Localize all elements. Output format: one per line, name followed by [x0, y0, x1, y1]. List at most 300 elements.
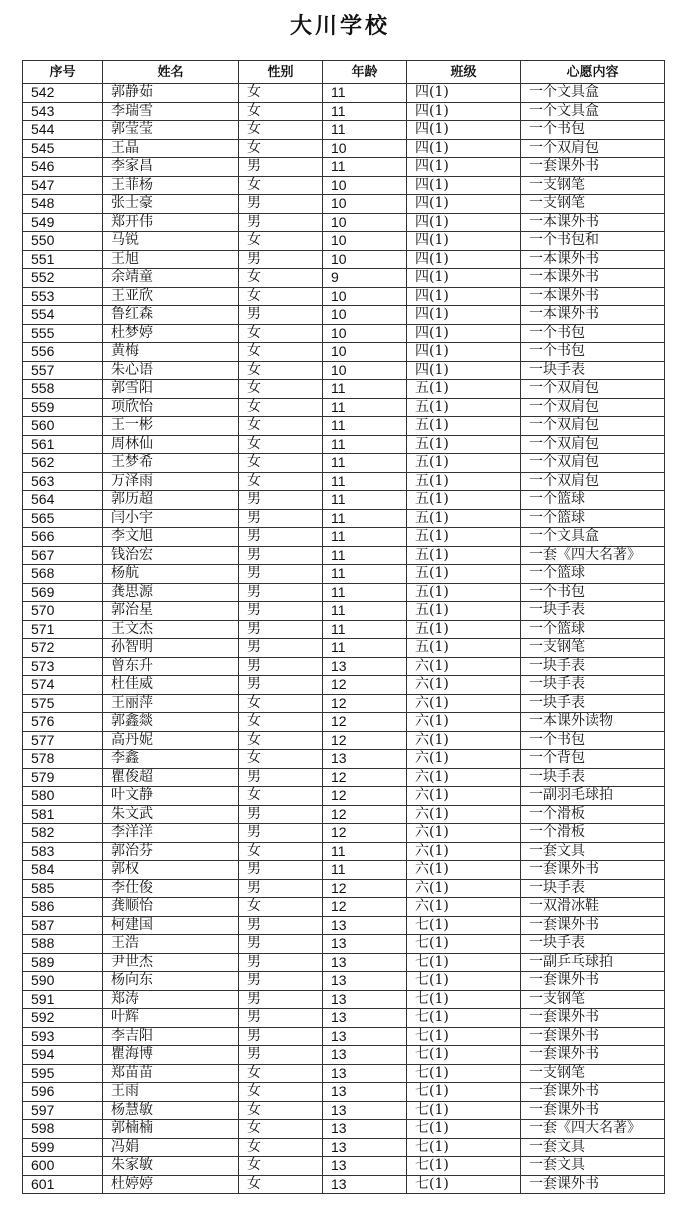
cell-name: 叶文静 [103, 787, 239, 806]
cell-name: 龚思源 [103, 583, 239, 602]
cell-class: 七(1) [407, 1064, 521, 1083]
cell-age: 11 [323, 380, 407, 399]
cell-id: 590 [23, 972, 103, 991]
cell-id: 549 [23, 213, 103, 232]
cell-id: 567 [23, 546, 103, 565]
cell-id: 562 [23, 454, 103, 473]
cell-sex: 男 [239, 602, 323, 621]
table-body [23, 84, 665, 1194]
cell-class: 四(1) [407, 269, 521, 288]
cell-class: 四(1) [407, 176, 521, 195]
cell-name: 瞿俊超 [103, 768, 239, 787]
cell-wish: 一套课外书 [521, 972, 665, 991]
cell-age: 11 [323, 602, 407, 621]
cell-id: 591 [23, 990, 103, 1009]
table-row [23, 1138, 665, 1157]
cell-name: 马锐 [103, 232, 239, 251]
cell-wish: 一本课外读物 [521, 713, 665, 732]
cell-wish: 一个双肩包 [521, 380, 665, 399]
cell-wish: 一套课外书 [521, 1009, 665, 1028]
table-row [23, 713, 665, 732]
cell-sex: 女 [239, 1101, 323, 1120]
cell-name: 郭鑫燚 [103, 713, 239, 732]
column-header-class: 班级 [407, 61, 521, 84]
cell-wish: 一个书包和 [521, 232, 665, 251]
cell-id: 564 [23, 491, 103, 510]
cell-age: 12 [323, 879, 407, 898]
table-row [23, 380, 665, 399]
cell-class: 五(1) [407, 583, 521, 602]
cell-sex: 女 [239, 398, 323, 417]
cell-name: 瞿海博 [103, 1046, 239, 1065]
cell-sex: 男 [239, 824, 323, 843]
cell-name: 高丹妮 [103, 731, 239, 750]
cell-name: 李瑞雪 [103, 102, 239, 121]
cell-sex: 女 [239, 417, 323, 436]
cell-id: 544 [23, 121, 103, 140]
cell-wish: 一套课外书 [521, 1046, 665, 1065]
table-row [23, 898, 665, 917]
cell-name: 杨向东 [103, 972, 239, 991]
cell-age: 10 [323, 287, 407, 306]
cell-sex: 女 [239, 898, 323, 917]
cell-id: 588 [23, 935, 103, 954]
cell-age: 13 [323, 916, 407, 935]
cell-sex: 男 [239, 565, 323, 584]
cell-class: 七(1) [407, 1120, 521, 1139]
cell-age: 11 [323, 565, 407, 584]
table-row [23, 842, 665, 861]
cell-wish: 一个滑板 [521, 824, 665, 843]
table-row [23, 916, 665, 935]
table-row [23, 620, 665, 639]
cell-class: 七(1) [407, 1083, 521, 1102]
cell-name: 龚顺怡 [103, 898, 239, 917]
cell-wish: 一个双肩包 [521, 417, 665, 436]
cell-name: 王一彬 [103, 417, 239, 436]
cell-name: 杜婷婷 [103, 1175, 239, 1194]
cell-id: 565 [23, 509, 103, 528]
table-row [23, 213, 665, 232]
table-row [23, 805, 665, 824]
cell-age: 12 [323, 731, 407, 750]
table-row [23, 768, 665, 787]
cell-sex: 女 [239, 713, 323, 732]
cell-wish: 一套课外书 [521, 1083, 665, 1102]
table-row [23, 472, 665, 491]
table-row [23, 565, 665, 584]
cell-sex: 女 [239, 269, 323, 288]
cell-age: 10 [323, 324, 407, 343]
cell-id: 578 [23, 750, 103, 769]
cell-id: 574 [23, 676, 103, 695]
cell-name: 杜梦婷 [103, 324, 239, 343]
cell-sex: 女 [239, 1064, 323, 1083]
table-row [23, 1101, 665, 1120]
cell-sex: 男 [239, 491, 323, 510]
cell-sex: 女 [239, 1175, 323, 1194]
cell-sex: 男 [239, 861, 323, 880]
cell-name: 李鑫 [103, 750, 239, 769]
cell-wish: 一套《四大名著》 [521, 546, 665, 565]
cell-id: 554 [23, 306, 103, 325]
cell-class: 五(1) [407, 620, 521, 639]
cell-class: 七(1) [407, 953, 521, 972]
cell-age: 10 [323, 232, 407, 251]
cell-id: 551 [23, 250, 103, 269]
cell-age: 11 [323, 435, 407, 454]
cell-sex: 男 [239, 972, 323, 991]
cell-wish: 一套文具 [521, 1157, 665, 1176]
cell-age: 11 [323, 620, 407, 639]
table-row [23, 750, 665, 769]
cell-name: 王旭 [103, 250, 239, 269]
cell-sex: 男 [239, 1027, 323, 1046]
cell-age: 13 [323, 1101, 407, 1120]
cell-id: 587 [23, 916, 103, 935]
cell-sex: 男 [239, 879, 323, 898]
cell-age: 13 [323, 657, 407, 676]
table-row [23, 657, 665, 676]
cell-name: 王丽萍 [103, 694, 239, 713]
cell-class: 五(1) [407, 509, 521, 528]
cell-sex: 女 [239, 232, 323, 251]
cell-id: 552 [23, 269, 103, 288]
table-row [23, 509, 665, 528]
table-row [23, 787, 665, 806]
cell-class: 五(1) [407, 435, 521, 454]
cell-sex: 男 [239, 620, 323, 639]
cell-wish: 一个背包 [521, 750, 665, 769]
table-row [23, 546, 665, 565]
cell-name: 李家昌 [103, 158, 239, 177]
cell-name: 王菲杨 [103, 176, 239, 195]
cell-sex: 男 [239, 768, 323, 787]
cell-id: 570 [23, 602, 103, 621]
cell-class: 七(1) [407, 1046, 521, 1065]
cell-age: 10 [323, 176, 407, 195]
table-row [23, 935, 665, 954]
table-row [23, 195, 665, 214]
cell-class: 六(1) [407, 879, 521, 898]
cell-age: 13 [323, 750, 407, 769]
column-header-age: 年龄 [323, 61, 407, 84]
cell-class: 四(1) [407, 232, 521, 251]
table-row [23, 417, 665, 436]
cell-name: 朱家敏 [103, 1157, 239, 1176]
cell-wish: 一支钢笔 [521, 176, 665, 195]
table-row [23, 84, 665, 103]
cell-name: 郭治星 [103, 602, 239, 621]
cell-wish: 一块手表 [521, 676, 665, 695]
cell-wish: 一个篮球 [521, 620, 665, 639]
cell-id: 548 [23, 195, 103, 214]
cell-age: 12 [323, 805, 407, 824]
cell-id: 580 [23, 787, 103, 806]
cell-sex: 女 [239, 121, 323, 140]
cell-name: 孙智明 [103, 639, 239, 658]
cell-name: 李吉阳 [103, 1027, 239, 1046]
cell-name: 曾东升 [103, 657, 239, 676]
cell-class: 七(1) [407, 1138, 521, 1157]
cell-id: 601 [23, 1175, 103, 1194]
table-row [23, 121, 665, 140]
cell-name: 王雨 [103, 1083, 239, 1102]
cell-class: 五(1) [407, 639, 521, 658]
cell-age: 11 [323, 491, 407, 510]
cell-name: 黄梅 [103, 343, 239, 362]
cell-name: 王亚欣 [103, 287, 239, 306]
cell-name: 李文旭 [103, 528, 239, 547]
cell-name: 郭权 [103, 861, 239, 880]
cell-age: 11 [323, 861, 407, 880]
cell-sex: 女 [239, 1157, 323, 1176]
cell-age: 13 [323, 1120, 407, 1139]
cell-wish: 一套课外书 [521, 916, 665, 935]
table-row [23, 602, 665, 621]
cell-sex: 女 [239, 731, 323, 750]
cell-id: 582 [23, 824, 103, 843]
table-row [23, 176, 665, 195]
cell-id: 579 [23, 768, 103, 787]
cell-class: 五(1) [407, 491, 521, 510]
cell-class: 五(1) [407, 380, 521, 399]
cell-name: 王晶 [103, 139, 239, 158]
cell-class: 五(1) [407, 565, 521, 584]
cell-wish: 一块手表 [521, 935, 665, 954]
cell-id: 598 [23, 1120, 103, 1139]
cell-id: 584 [23, 861, 103, 880]
cell-wish: 一支钢笔 [521, 195, 665, 214]
cell-class: 四(1) [407, 102, 521, 121]
cell-wish: 一个篮球 [521, 509, 665, 528]
table-row [23, 694, 665, 713]
cell-sex: 女 [239, 472, 323, 491]
cell-sex: 女 [239, 102, 323, 121]
cell-class: 六(1) [407, 657, 521, 676]
cell-name: 郭楠楠 [103, 1120, 239, 1139]
cell-age: 12 [323, 713, 407, 732]
table-row [23, 232, 665, 251]
table-row [23, 1027, 665, 1046]
cell-wish: 一个文具盒 [521, 84, 665, 103]
cell-id: 557 [23, 361, 103, 380]
cell-sex: 男 [239, 639, 323, 658]
cell-sex: 男 [239, 583, 323, 602]
cell-name: 王浩 [103, 935, 239, 954]
cell-wish: 一个文具盒 [521, 102, 665, 121]
cell-name: 郭历超 [103, 491, 239, 510]
cell-name: 郭治芬 [103, 842, 239, 861]
table-row [23, 1157, 665, 1176]
cell-id: 568 [23, 565, 103, 584]
cell-class: 六(1) [407, 842, 521, 861]
cell-id: 581 [23, 805, 103, 824]
cell-age: 13 [323, 1027, 407, 1046]
cell-id: 599 [23, 1138, 103, 1157]
cell-class: 五(1) [407, 398, 521, 417]
cell-name: 张士豪 [103, 195, 239, 214]
cell-wish: 一本课外书 [521, 287, 665, 306]
cell-class: 四(1) [407, 361, 521, 380]
cell-class: 六(1) [407, 713, 521, 732]
cell-name: 钱治宏 [103, 546, 239, 565]
cell-id: 589 [23, 953, 103, 972]
page-title: 大川学校 [289, 14, 390, 39]
cell-sex: 男 [239, 509, 323, 528]
cell-id: 600 [23, 1157, 103, 1176]
cell-age: 11 [323, 639, 407, 658]
cell-id: 596 [23, 1083, 103, 1102]
cell-class: 五(1) [407, 417, 521, 436]
cell-age: 11 [323, 158, 407, 177]
cell-class: 六(1) [407, 694, 521, 713]
cell-name: 李仕俊 [103, 879, 239, 898]
cell-sex: 女 [239, 176, 323, 195]
cell-wish: 一套课外书 [521, 1175, 665, 1194]
cell-id: 575 [23, 694, 103, 713]
cell-age: 13 [323, 1138, 407, 1157]
cell-sex: 女 [239, 380, 323, 399]
table-row [23, 824, 665, 843]
table-row [23, 676, 665, 695]
cell-wish: 一个书包 [521, 583, 665, 602]
cell-name: 杜佳威 [103, 676, 239, 695]
cell-wish: 一块手表 [521, 768, 665, 787]
table-row [23, 1120, 665, 1139]
cell-class: 四(1) [407, 324, 521, 343]
cell-class: 六(1) [407, 787, 521, 806]
cell-sex: 男 [239, 528, 323, 547]
cell-wish: 一套课外书 [521, 861, 665, 880]
cell-sex: 男 [239, 990, 323, 1009]
cell-age: 13 [323, 1175, 407, 1194]
cell-class: 四(1) [407, 213, 521, 232]
cell-sex: 女 [239, 435, 323, 454]
cell-id: 573 [23, 657, 103, 676]
table-row [23, 158, 665, 177]
cell-sex: 女 [239, 750, 323, 769]
cell-class: 四(1) [407, 139, 521, 158]
cell-sex: 男 [239, 916, 323, 935]
cell-wish: 一个书包 [521, 121, 665, 140]
cell-age: 13 [323, 990, 407, 1009]
cell-wish: 一支钢笔 [521, 639, 665, 658]
wish-table [22, 60, 665, 1194]
cell-wish: 一块手表 [521, 694, 665, 713]
cell-class: 七(1) [407, 1157, 521, 1176]
cell-age: 10 [323, 343, 407, 362]
cell-wish: 一块手表 [521, 602, 665, 621]
cell-age: 13 [323, 972, 407, 991]
cell-id: 560 [23, 417, 103, 436]
cell-name: 郑涛 [103, 990, 239, 1009]
table-row [23, 1046, 665, 1065]
cell-id: 592 [23, 1009, 103, 1028]
cell-id: 547 [23, 176, 103, 195]
cell-wish: 一支钢笔 [521, 1064, 665, 1083]
cell-age: 11 [323, 121, 407, 140]
cell-wish: 一个书包 [521, 324, 665, 343]
cell-sex: 女 [239, 324, 323, 343]
cell-class: 六(1) [407, 898, 521, 917]
cell-class: 七(1) [407, 972, 521, 991]
cell-id: 550 [23, 232, 103, 251]
table-row [23, 1083, 665, 1102]
cell-class: 五(1) [407, 454, 521, 473]
cell-age: 12 [323, 694, 407, 713]
cell-class: 六(1) [407, 805, 521, 824]
cell-wish: 一个书包 [521, 343, 665, 362]
cell-id: 571 [23, 620, 103, 639]
cell-sex: 男 [239, 953, 323, 972]
cell-name: 闫小宇 [103, 509, 239, 528]
table-row [23, 269, 665, 288]
cell-name: 鲁红森 [103, 306, 239, 325]
cell-name: 周林仙 [103, 435, 239, 454]
cell-age: 12 [323, 768, 407, 787]
cell-wish: 一个文具盒 [521, 528, 665, 547]
cell-id: 555 [23, 324, 103, 343]
cell-name: 杨航 [103, 565, 239, 584]
table-row [23, 361, 665, 380]
cell-age: 13 [323, 1046, 407, 1065]
cell-wish: 一块手表 [521, 879, 665, 898]
table-row [23, 990, 665, 1009]
cell-class: 六(1) [407, 676, 521, 695]
cell-class: 四(1) [407, 121, 521, 140]
table-row [23, 491, 665, 510]
cell-sex: 女 [239, 694, 323, 713]
cell-age: 10 [323, 195, 407, 214]
cell-class: 四(1) [407, 158, 521, 177]
cell-age: 12 [323, 824, 407, 843]
cell-sex: 女 [239, 787, 323, 806]
cell-name: 郭静茹 [103, 84, 239, 103]
cell-sex: 男 [239, 1009, 323, 1028]
cell-wish: 一个篮球 [521, 565, 665, 584]
cell-id: 586 [23, 898, 103, 917]
cell-sex: 男 [239, 306, 323, 325]
cell-wish: 一本课外书 [521, 306, 665, 325]
cell-name: 项欣怡 [103, 398, 239, 417]
cell-age: 13 [323, 953, 407, 972]
cell-name: 杨慧敏 [103, 1101, 239, 1120]
cell-name: 郭雪阳 [103, 380, 239, 399]
cell-id: 543 [23, 102, 103, 121]
cell-id: 546 [23, 158, 103, 177]
table-row [23, 731, 665, 750]
table-row [23, 102, 665, 121]
cell-name: 万泽雨 [103, 472, 239, 491]
cell-name: 朱心语 [103, 361, 239, 380]
cell-class: 四(1) [407, 343, 521, 362]
cell-name: 叶辉 [103, 1009, 239, 1028]
cell-sex: 男 [239, 250, 323, 269]
cell-age: 10 [323, 139, 407, 158]
cell-wish: 一套课外书 [521, 1101, 665, 1120]
table-header-row [23, 61, 665, 84]
cell-id: 594 [23, 1046, 103, 1065]
cell-sex: 女 [239, 84, 323, 103]
cell-wish: 一个双肩包 [521, 398, 665, 417]
cell-sex: 女 [239, 287, 323, 306]
table-row [23, 1175, 665, 1194]
cell-id: 545 [23, 139, 103, 158]
cell-id: 558 [23, 380, 103, 399]
cell-wish: 一个篮球 [521, 491, 665, 510]
cell-wish: 一个双肩包 [521, 139, 665, 158]
